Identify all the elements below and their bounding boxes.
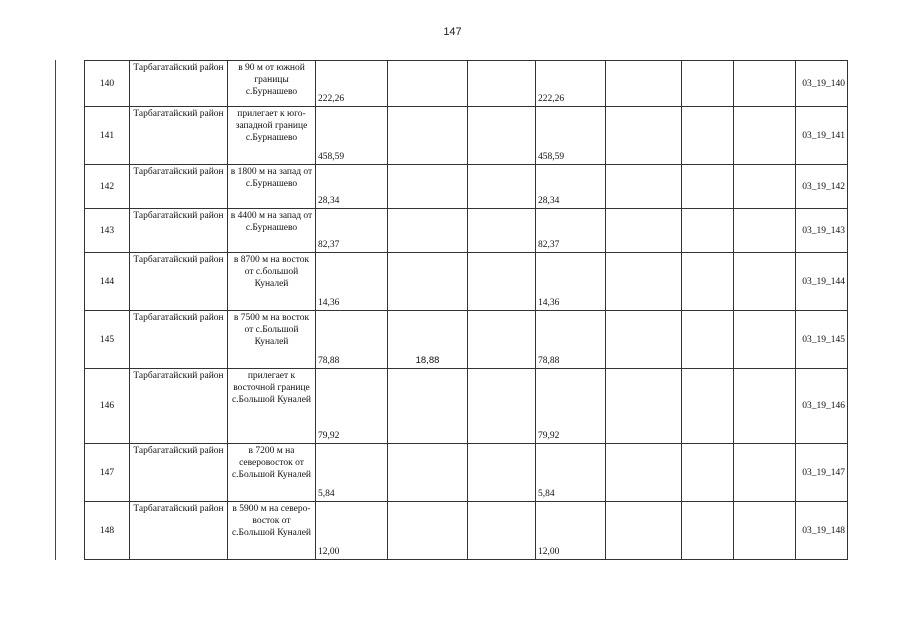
location-cell: в 7200 м на северовосток от с.Большой Куналей [228, 444, 316, 502]
area-cell: 12,00 [536, 502, 606, 560]
row-number: 147 [85, 444, 130, 502]
row-number: 140 [85, 61, 130, 107]
total-area-cell: 458,59 [316, 107, 388, 165]
empty-cell [734, 209, 796, 253]
location-cell: в 1800 м на запад от с.Бурнашево [228, 165, 316, 209]
area-cell: 458,59 [536, 107, 606, 165]
page-number: 147 [443, 26, 462, 38]
district-cell: Тарбагатайский район [130, 502, 228, 560]
district-cell: Тарбагатайский район [130, 444, 228, 502]
value-cell [388, 253, 468, 311]
empty-cell [734, 502, 796, 560]
area-cell: 222,26 [536, 61, 606, 107]
code-cell: 03_19_144 [796, 253, 848, 311]
total-area-cell: 14,36 [316, 253, 388, 311]
code-cell: 03_19_145 [796, 311, 848, 369]
empty-cell [734, 107, 796, 165]
table-row [85, 165, 848, 209]
total-area-cell: 78,88 [316, 311, 388, 369]
table-row [85, 209, 848, 253]
location-cell: в 7500 м на восток от с.Большой Куналей [228, 311, 316, 369]
district-cell: Тарбагатайский район [130, 165, 228, 209]
empty-cell [682, 444, 734, 502]
row-number: 142 [85, 165, 130, 209]
empty-cell [682, 107, 734, 165]
table-row [85, 311, 848, 369]
location-cell: прилегает к восточной границе с.Большой Куналей [228, 369, 316, 444]
row-number: 141 [85, 107, 130, 165]
empty-cell [734, 311, 796, 369]
empty-cell [734, 165, 796, 209]
row-number: 144 [85, 253, 130, 311]
total-area-cell: 82,37 [316, 209, 388, 253]
value-cell [468, 369, 536, 444]
registry-table [84, 60, 848, 560]
table-row [85, 369, 848, 444]
empty-cell [606, 61, 682, 107]
empty-cell [682, 165, 734, 209]
district-cell: Тарбагатайский район [130, 107, 228, 165]
code-cell: 03_19_141 [796, 107, 848, 165]
total-area-cell: 79,92 [316, 369, 388, 444]
table-row [85, 107, 848, 165]
value-cell [388, 369, 468, 444]
code-cell: 03_19_147 [796, 444, 848, 502]
value-cell [468, 502, 536, 560]
empty-cell [682, 61, 734, 107]
empty-cell [682, 369, 734, 444]
area-cell: 78,88 [536, 311, 606, 369]
code-cell: 03_19_140 [796, 61, 848, 107]
table-row [85, 253, 848, 311]
empty-cell [682, 253, 734, 311]
row-number: 146 [85, 369, 130, 444]
row-number: 145 [85, 311, 130, 369]
area-cell: 79,92 [536, 369, 606, 444]
value-cell [388, 502, 468, 560]
value-cell [388, 61, 468, 107]
row-number: 148 [85, 502, 130, 560]
empty-cell [682, 209, 734, 253]
district-cell: Тарбагатайский район [130, 253, 228, 311]
empty-cell [606, 253, 682, 311]
code-cell: 03_19_143 [796, 209, 848, 253]
area-cell: 28,34 [536, 165, 606, 209]
empty-cell [734, 253, 796, 311]
table-row [85, 61, 848, 107]
value-cell [468, 61, 536, 107]
value-cell [388, 165, 468, 209]
location-cell: в 5900 м на северо-восток от с.Большой Куналей [228, 502, 316, 560]
area-cell: 14,36 [536, 253, 606, 311]
empty-cell [734, 444, 796, 502]
table-row [85, 502, 848, 560]
empty-cell [734, 61, 796, 107]
table-row [85, 444, 848, 502]
value-cell: 18,88 [388, 311, 468, 369]
row-number: 143 [85, 209, 130, 253]
district-cell: Тарбагатайский район [130, 369, 228, 444]
location-cell: в 90 м от южной границы с.Бурнашево [228, 61, 316, 107]
code-cell: 03_19_142 [796, 165, 848, 209]
empty-cell [606, 502, 682, 560]
empty-cell [606, 444, 682, 502]
value-cell [388, 444, 468, 502]
empty-cell [606, 165, 682, 209]
district-cell: Тарбагатайский район [130, 61, 228, 107]
empty-cell [682, 311, 734, 369]
empty-cell [734, 369, 796, 444]
value-cell [468, 209, 536, 253]
location-cell: в 8700 м на восток от с.большой Куналей [228, 253, 316, 311]
empty-cell [606, 311, 682, 369]
empty-cell [606, 107, 682, 165]
value-cell [388, 209, 468, 253]
location-cell: прилегает к юго-западной границе с.Бурнашево [228, 107, 316, 165]
empty-cell [606, 369, 682, 444]
margin-line [55, 60, 56, 560]
district-cell: Тарбагатайский район [130, 209, 228, 253]
total-area-cell: 28,34 [316, 165, 388, 209]
code-cell: 03_19_146 [796, 369, 848, 444]
location-cell: в 4400 м на запад от с.Бурнашево [228, 209, 316, 253]
empty-cell [682, 502, 734, 560]
value-cell [468, 107, 536, 165]
value-cell [468, 444, 536, 502]
code-cell: 03_19_148 [796, 502, 848, 560]
value-cell [468, 253, 536, 311]
value-cell [468, 165, 536, 209]
total-area-cell: 5,84 [316, 444, 388, 502]
district-cell: Тарбагатайский район [130, 311, 228, 369]
total-area-cell: 12,00 [316, 502, 388, 560]
total-area-cell: 222,26 [316, 61, 388, 107]
value-cell [388, 107, 468, 165]
area-cell: 82,37 [536, 209, 606, 253]
empty-cell [606, 209, 682, 253]
value-cell [468, 311, 536, 369]
area-cell: 5,84 [536, 444, 606, 502]
